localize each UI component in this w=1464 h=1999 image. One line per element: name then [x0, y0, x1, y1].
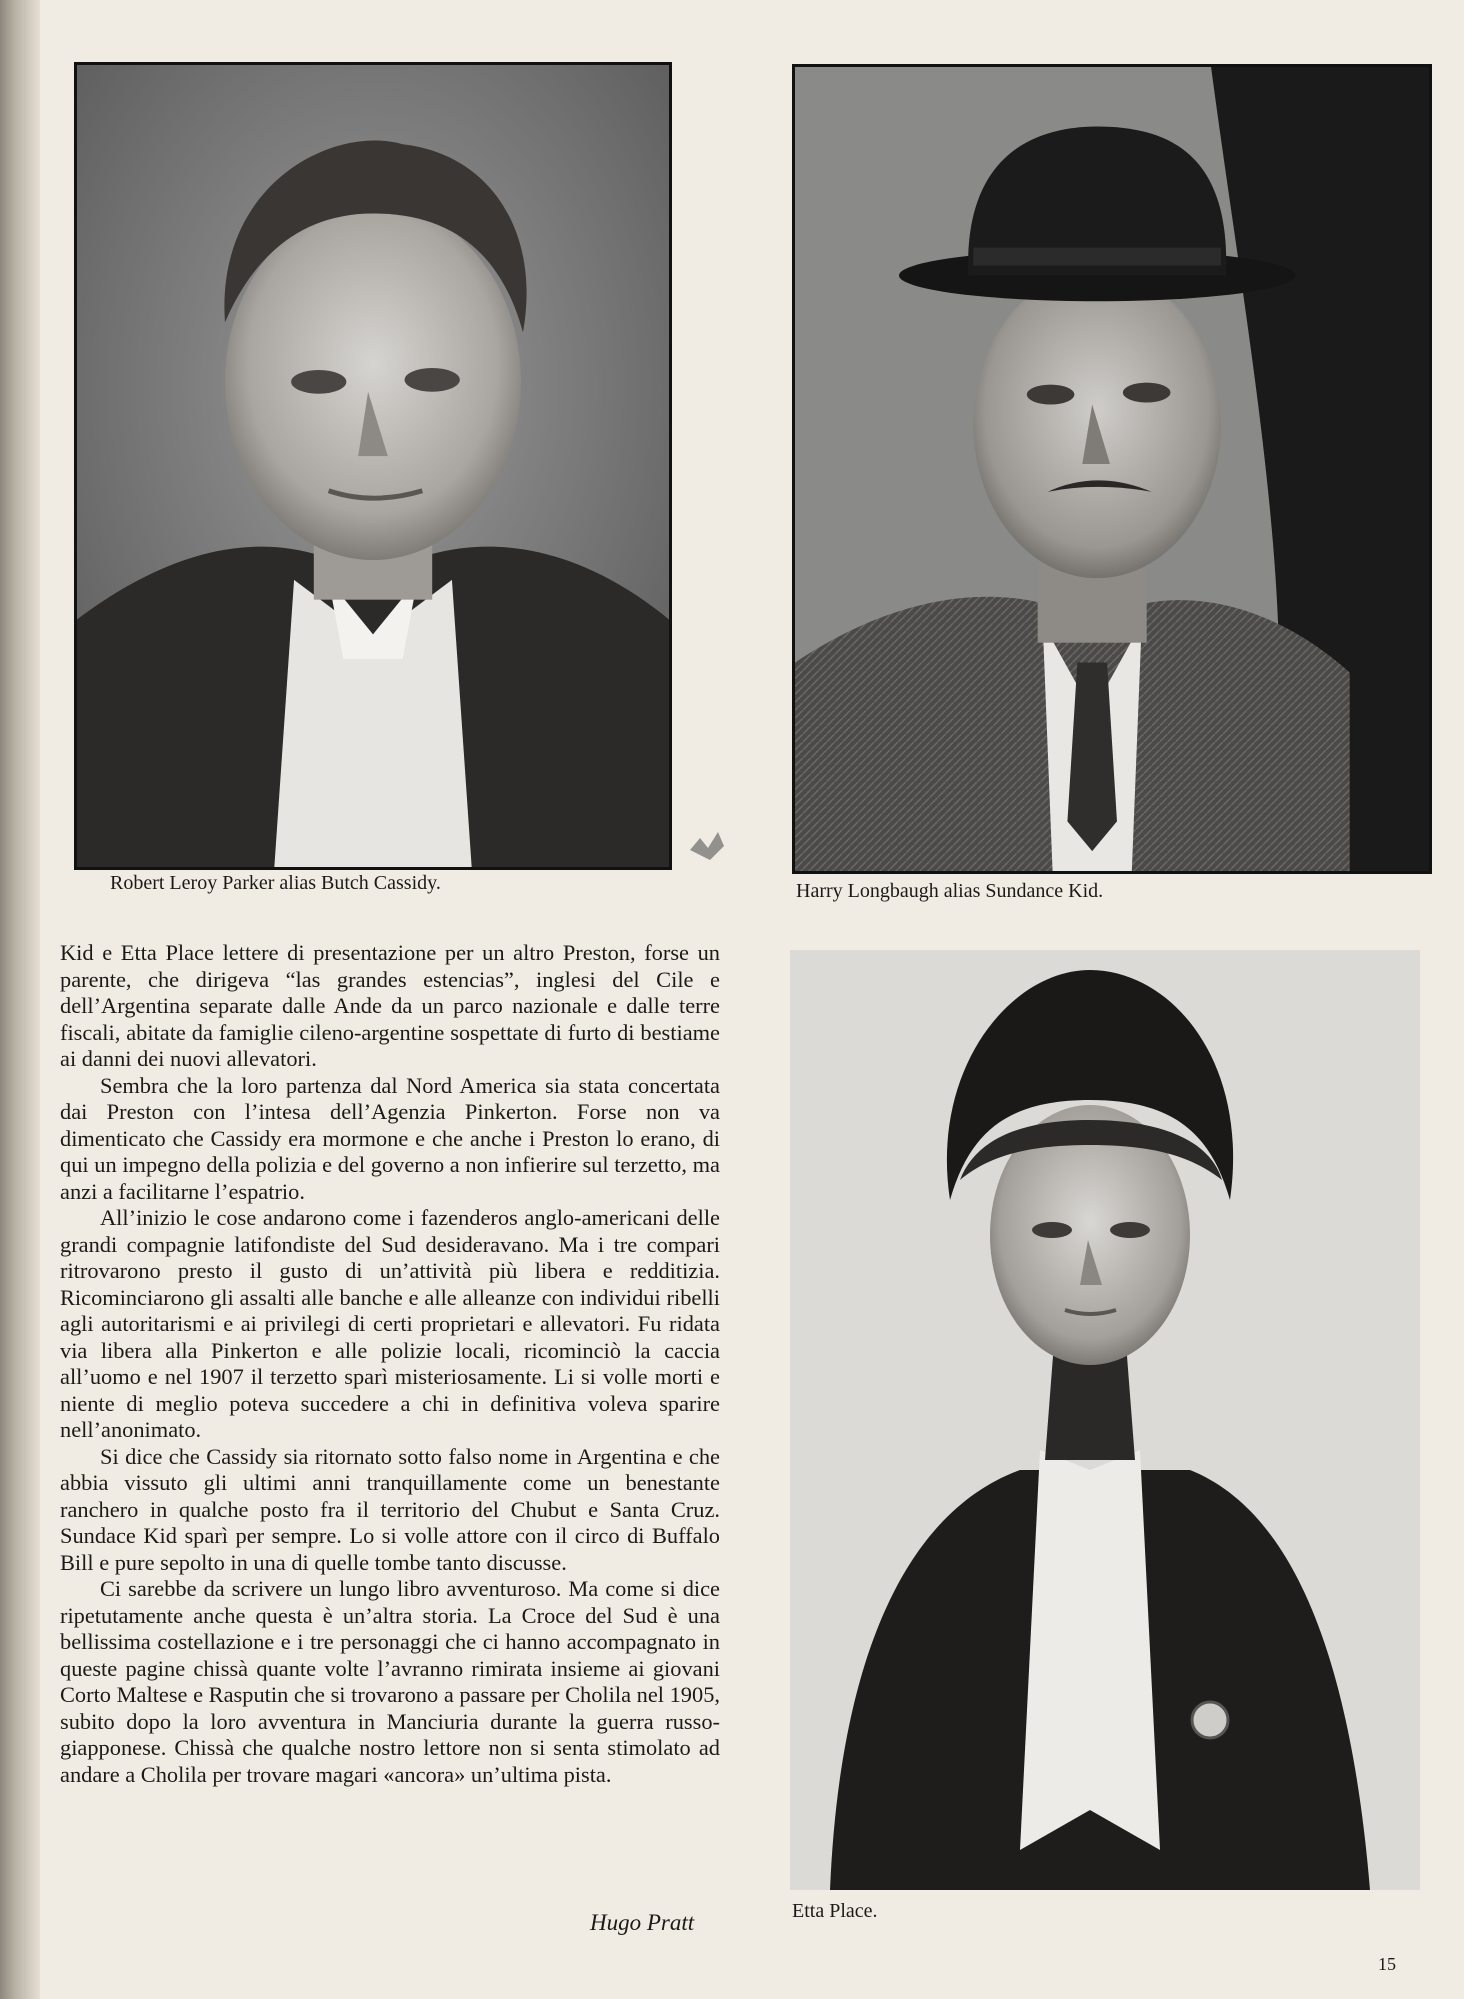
article-paragraph: Kid e Etta Place lettere di presentazione per un altro Preston, forse un parente, che dirigeva “las grandes estencias”, inglesi del Cile e dell’Argentina separate dalle Ande da un parco nazionale e dalle terre fiscali, abitate da famiglie cileno-argentine sospettate di furto di bestiame ai danni dei nuovi allevatori.	[60, 940, 720, 1071]
caption-butch-cassidy: Robert Leroy Parker alias Butch Cassidy.	[110, 872, 441, 894]
portrait-etta-illustration	[790, 950, 1420, 1890]
article-paragraph: Sembra che la loro partenza dal Nord America sia stata concertata dai Preston con l’intesa dell’Agenzia Pinkerton. Forse non va dimenticato che Cassidy era mormone e che anche i Preston lo erano, di qui un impegno della polizia e del governo a non infierire sul terzetto, ma anzi a facilitarne l’espatrio.	[60, 1072, 720, 1204]
photo-etta-place	[790, 950, 1420, 1890]
ink-speck-decoration	[680, 820, 740, 870]
article-paragraph: All’inizio le cose andarono come i fazenderos anglo-americani delle grandi compagnie latifondiste del Sud desideravano. Ma i tre compari ritrovarono presto il gusto di un’attività più libera e redditizia. Ricominciarono gli assalti alle banche e alle alleanze con individui ribelli agli autoritarismi e ai privilegi di certi proprietari e allevatori. Fu ridata via libera alla Pinkerton e alle polizie locali, ricominciò la caccia all’uomo e nel 1907 il terzetto sparì misteriosamente. Li si volle morti e niente di meglio poteva succedere a chi in definitiva voleva sparire nell’anonimato.	[60, 1205, 720, 1442]
article-paragraph: Si dice che Cassidy sia ritornato sotto falso nome in Argentina e che abbia vissuto gli ultimi anni tranquillamente come un benestante ranchero in qualche posto fra il territorio del Chubut e Santa Cruz. Sundace Kid sparì per sempre. Lo si volle attore con il circo di Buffalo Bill e pure sepolto in una di quelle tombe tanto discusse.	[60, 1443, 720, 1575]
photo-sundance-kid	[792, 64, 1432, 874]
page-number: 15	[1378, 1954, 1396, 1974]
article-body	[60, 940, 720, 1788]
article-paragraph: Ci sarebbe da scrivere un lungo libro avventuroso. Ma come si dice ripetutamente anche questa è un’altra storia. La Croce del Sud è una bellissima costellazione e i tre personaggi che ci hanno accompagnato in queste pagine chissà quante volte l’avranno rimirata insieme ai giovani Corto Maltese e Rasputin che si trovarono a passare per Cholila nel 1905, subito dopo la loro avventura in Manciuria durante la guerra russo-giapponese. Chissà che qualche nostro lettore non si senta stimolato ad andare a Cholila per trovare magari «ancora» un’ultima pista.	[60, 1576, 720, 1787]
portrait-sundance-illustration	[795, 67, 1429, 871]
caption-sundance-kid: Harry Longbaugh alias Sundance Kid.	[796, 880, 1104, 902]
author-signature: Hugo Pratt	[590, 1910, 695, 1935]
page-gutter-shadow	[0, 0, 40, 1999]
caption-etta-place: Etta Place.	[792, 1900, 878, 1922]
portrait-butch-illustration	[77, 65, 669, 867]
photo-butch-cassidy	[74, 62, 672, 870]
